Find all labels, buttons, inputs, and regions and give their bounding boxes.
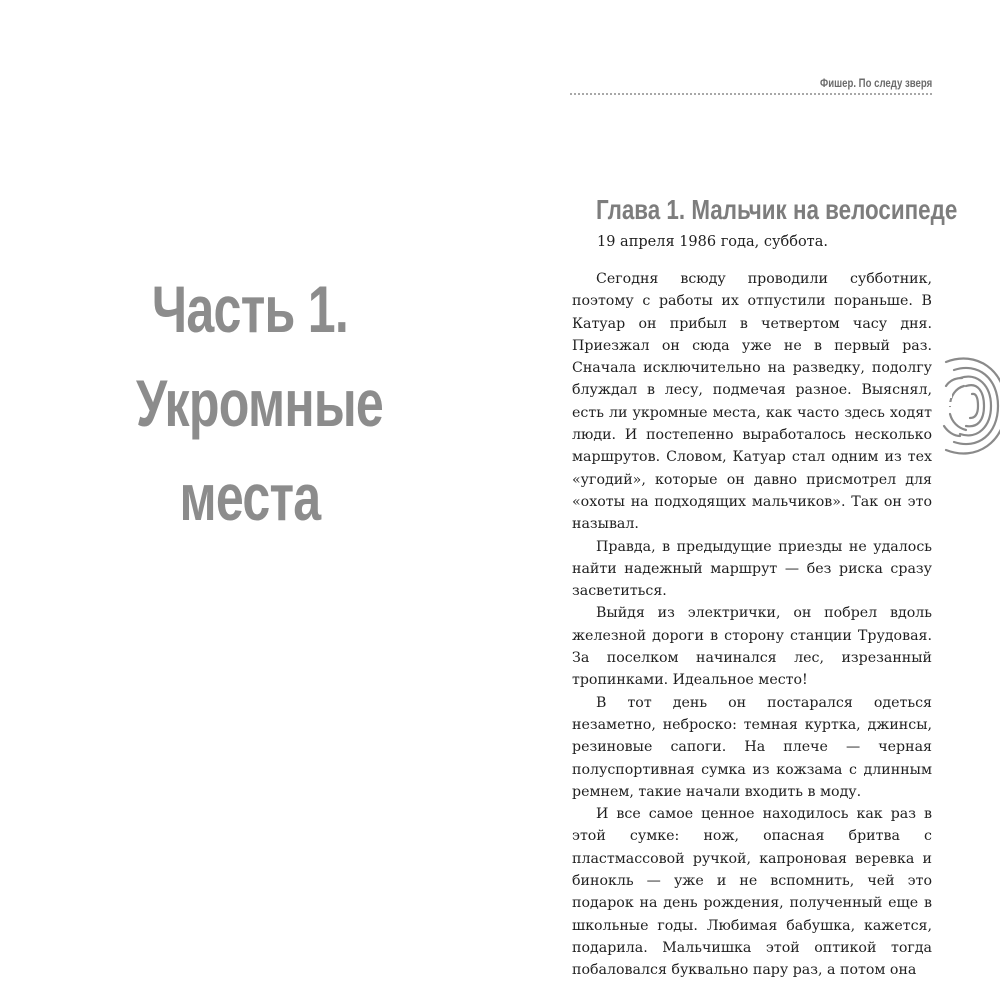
chapter-title: Глава 1. Мальчик на велосипеде [596, 194, 958, 225]
paragraph: Правда, в предыдущие приезды не удалось найти надежный маршрут — без риска сразу засветиться. [572, 538, 932, 600]
thumb-index-tab [936, 356, 1000, 456]
part-title-line-1: Часть 1. [151, 272, 349, 346]
fingerprint-icon [936, 356, 1000, 456]
paragraph: Выйдя из электрички, он побрел вдоль железной дороги в сторону станции Трудовая. За поселком начинался лес, изрезанный тропинками. Идеальное место! [572, 605, 932, 689]
chapter-date: 19 апреля 1986 года, суббота. [597, 234, 828, 250]
body-text [572, 268, 932, 982]
running-head-rule [570, 93, 932, 95]
paragraph: В тот день он постарался одеться незаметно, неброско: темная куртка, джинсы, резиновые сапоги. На плече — черная полуспортивная сумка из кожзама с длинным ремнем, такие начали входить в моду. [572, 694, 932, 800]
part-title [136, 262, 384, 544]
paragraph: И все самое ценное находилось как раз в этой сумке: нож, опасная бритва с пластмассовой ручкой, капроновая веревка и бинокль — уже и не вспомнить, чей это подарок на день рождения, полученный еще в школьные годы. Любимая бабушка, кажется, подарила. Мальчишка этой оптикой тогда побаловался буквально пару раз, а потом она [572, 806, 932, 979]
part-title-line-2: Укромные [136, 366, 384, 440]
running-head [570, 76, 932, 90]
paragraph: Сегодня всюду проводили субботник, поэтому с работы их отпустили пораньше. В Катуар он прибыл в четвертом часу дня. Приезжал он сюда уже не в первый раз. Сначала исключительно на разведку, подолгу блуждал в лесу, подмечая разное. Выяснял, есть ли укромные места, как часто здесь ходят люди. И постепенно выработалось несколько маршрутов. Словом, Катуар стал одним из тех «угодий», которые он давно присмотрел для «охоты на подходящих мальчиков». Так он это называл. [572, 271, 932, 533]
part-title-line-3: места [179, 460, 321, 534]
running-head-text: Фишер. По следу зверя [819, 76, 932, 90]
